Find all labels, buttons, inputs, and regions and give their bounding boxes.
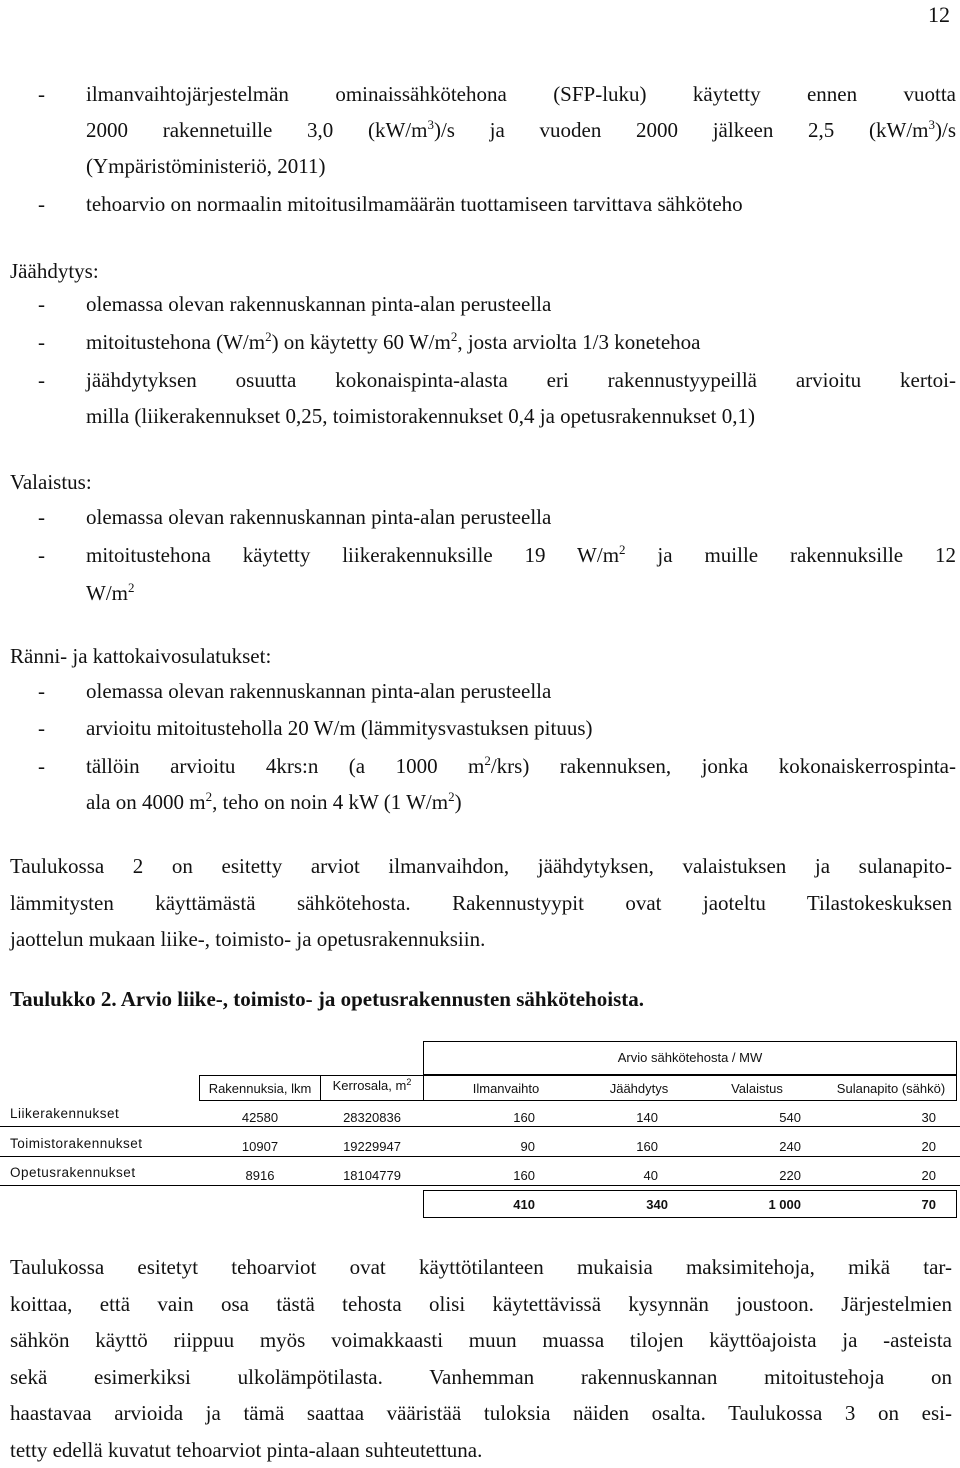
list-dash: - [38,186,45,222]
column-header: Kerrosala, $m^2$ [320,1078,424,1093]
table-cell: 10907 [199,1139,321,1154]
list-item-text: tällöin arvioitu 4krs:n (a 1000 $m^2/krs$) rakennuksen, jonka kokonaiskerrospinta- [86,748,956,784]
table-cell: 160 [556,1139,658,1154]
paragraph-line: jaottelun mukaan liike-, toimisto- ja opetusrakennuksiin. [10,921,952,958]
list-item-text: olemassa olevan rakennuskannan pinta-alan perusteella [86,499,956,535]
table-cell: 240 [690,1139,801,1154]
row-rule [0,1185,960,1186]
total-cell: 410 [423,1197,535,1212]
section-heading-lighting: Valaistus: [10,464,92,500]
table-cell: 540 [690,1110,801,1125]
list-item-text: olemassa olevan rakennuskannan pinta-alan perusteella [86,286,956,322]
list-item-text: mitoitustehona käytetty liikerakennuksille 19 $W/m^2$ ja muille rakennuksille 12 [86,537,956,573]
paragraph-line: haastavaa arvioida ja tämä saattaa vääristää tuloksia näiden osalta. Taulukossa 3 on esi- [10,1395,952,1432]
table-cell: 42580 [199,1110,321,1125]
table-cell: 8916 [199,1168,321,1183]
table-cell: 40 [556,1168,658,1183]
section-heading-gutter: Ränni- ja kattokaivosulatukset: [10,638,271,674]
list-dash: - [38,286,45,322]
list-item-text: ala on 4000 $m^2$, teho on noin 4 kW (1 $W/m^2$) [86,784,956,820]
table-cell: 140 [556,1110,658,1125]
column-header: Sulanapito (sähkö) [825,1081,957,1096]
total-cell: 70 [825,1197,936,1212]
list-item-text: arvioitu mitoitusteholla 20 W/m (lämmitysvastuksen pituus) [86,710,956,746]
list-item-text: jäähdytyksen osuutta kokonaispinta-alasta eri rakennustyypeillä arvioitu kertoi- [86,362,956,398]
table-cell: 90 [423,1139,535,1154]
list-item-text: ilmanvaihtojärjestelmän ominaissähkötehona (SFP-luku) käytetty ennen vuotta [86,76,956,112]
list-item-text: olemassa olevan rakennuskannan pinta-alan perusteella [86,673,956,709]
list-item-text: (Ympäristöministeriö, 2011) [86,148,956,184]
column-header: Ilmanvaihto [423,1081,589,1096]
list-item-text: milla (liikerakennukset 0,25, toimistorakennukset 0,4 ja opetusrakennukset 0,1) [86,398,956,434]
paragraph-line: lämmitysten käyttämästä sähkötehosta. Rakennustyypit ovat jaoteltu Tilastokeskuksen [10,885,952,922]
total-cell: 1 000 [690,1197,801,1212]
list-item-text: 2000 rakennetuille 3,0 $(kW/m^3)/s$ ja vuoden 2000 jälkeen 2,5 $(kW/m^3)/s$ [86,112,956,148]
table-cell: 220 [690,1168,801,1183]
table-group-header: Arvio sähkötehosta / MW [423,1050,957,1065]
paragraph-line: koittaa, että vain osa tästä tehosta olisi käytettävissä kysynnän joustoon. Järjestelmien [10,1286,952,1323]
list-item-text: mitoitustehona $(W/m^2)$ on käytetty 60 $W/m^2$, josta arviolta 1/3 konetehoa [86,324,956,360]
column-header: Valaistus [690,1081,824,1096]
table-cell: 19229947 [320,1139,424,1154]
column-header: Rakennuksia, lkm [199,1081,321,1096]
list-item-text: tehoarvio on normaalin mitoitusilmamäärän tuottamiseen tarvittava sähköteho [86,186,956,222]
paragraph-line: sekä esimerkiksi ulkolämpötilasta. Vanhemman rakennuskannan mitoitustehoja on [10,1359,952,1396]
paragraph-line: Taulukossa esitetyt tehoarviot ovat käyttötilanteen mukaisia maksimitehoja, mikä tar- [10,1249,952,1286]
paragraph-discussion [10,1249,952,1468]
table-caption: Taulukko 2. Arvio liike-, toimisto- ja opetusrakennusten sähkötehoista. [10,987,644,1012]
table-cell: 18104779 [320,1168,424,1183]
table-cell: 160 [423,1110,535,1125]
paragraph-line: Taulukossa 2 on esitetty arviot ilmanvaihdon, jäähdytyksen, valaistuksen ja sulanapito- [10,848,952,885]
list-dash: - [38,537,45,573]
list-dash: - [38,362,45,398]
section-heading-cooling: Jäähdytys: [10,253,99,289]
row-label: Toimistorakennukset [10,1136,143,1151]
row-rule [0,1126,960,1127]
list-dash: - [38,710,45,746]
table-cell: 30 [825,1110,936,1125]
row-label: Opetusrakennukset [10,1165,136,1180]
data-table [0,1038,960,1220]
paragraph-intro-table [10,848,952,958]
list-dash: - [38,324,45,360]
page-number: 12 [928,2,950,28]
total-cell: 340 [556,1197,668,1212]
row-label: Liikerakennukset [10,1106,119,1121]
list-dash: - [38,499,45,535]
table-cell: 20 [825,1139,936,1154]
paragraph-line: sähkön käyttö riippuu myös voimakkaasti muun muassa tilojen käyttöajoista ja -asteista [10,1322,952,1359]
column-header: Jäähdytys [556,1081,722,1096]
list-dash: - [38,76,45,112]
list-item-text: $W/m^2$ [86,575,956,611]
paragraph-line: tetty edellä kuvatut tehoarviot pinta-alaan suhteutettuna. [10,1432,952,1468]
row-rule [0,1156,960,1157]
list-dash: - [38,673,45,709]
list-dash: - [38,748,45,784]
table-cell: 160 [423,1168,535,1183]
table-cell: 28320836 [320,1110,424,1125]
table-cell: 20 [825,1168,936,1183]
